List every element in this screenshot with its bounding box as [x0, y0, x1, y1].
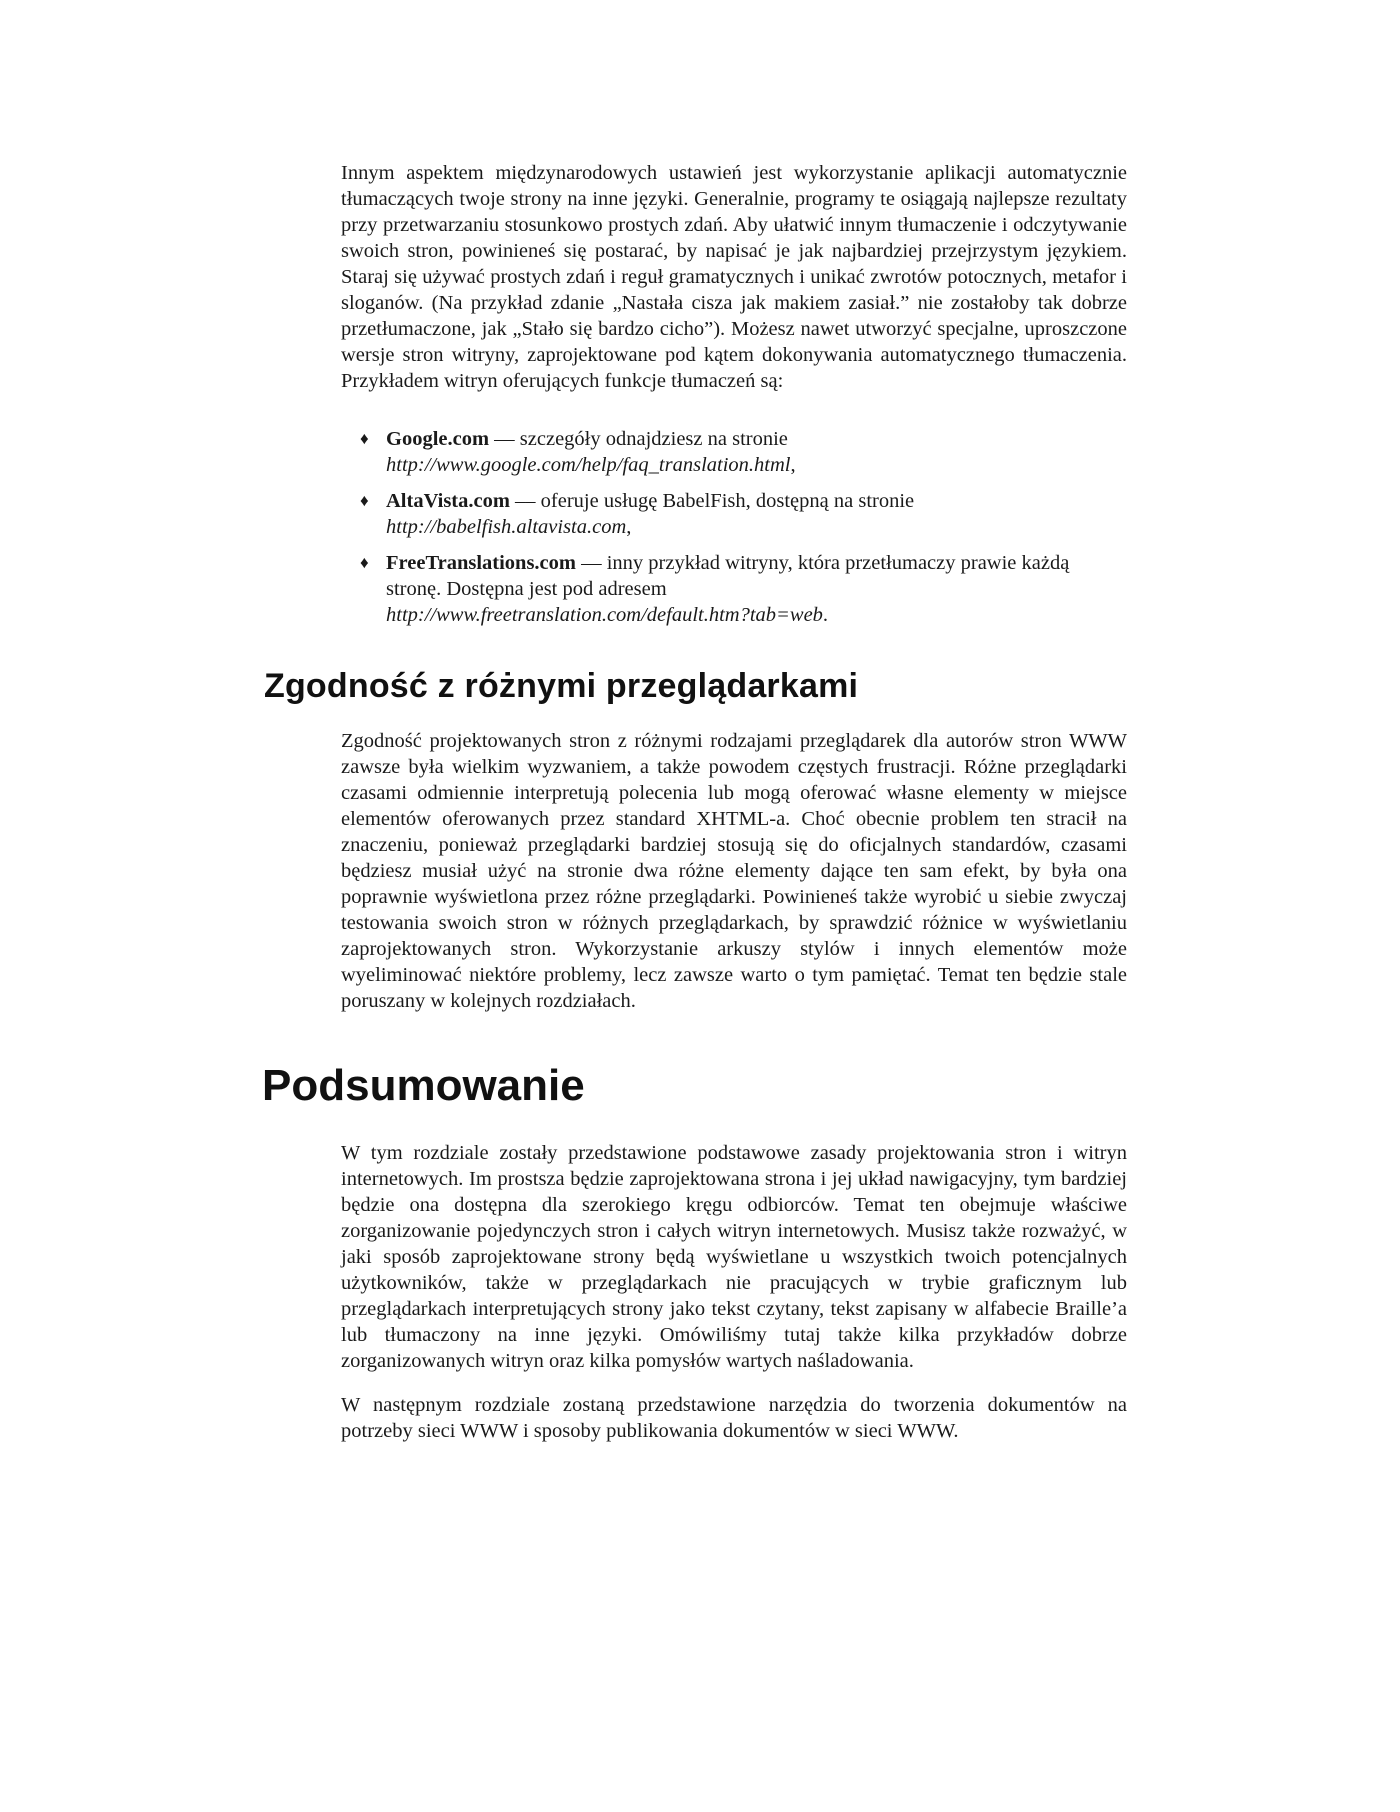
site-description: — szczegóły odnajdziesz na stronie	[489, 428, 788, 450]
site-name: Google.com	[386, 428, 490, 450]
summary-paragraph-2: W następnym rozdziale zostaną przedstawione narzędzia do tworzenia dokumentów na potrzeby sieci WWW i sposoby publikowania dokumentów w sieci WWW.	[341, 1394, 1127, 1442]
site-url[interactable]: http://www.freetranslation.com/default.htm?tab=web	[386, 604, 823, 626]
site-description: — inny przykład witryny, która przetłumaczy prawie każdą stronę. Dostępna jest pod adresem	[386, 552, 1070, 600]
site-description: –– oferuje usługę BabelFish, dostępną na stronie	[509, 490, 915, 512]
section-heading-compat: Zgodność z różnymi przeglądarkami	[264, 667, 859, 705]
list-item	[360, 426, 1120, 478]
site-url[interactable]: http://www.google.com/help/faq_translation.html	[386, 454, 791, 476]
site-name: AltaVista.com	[386, 490, 510, 512]
summary-paragraph-1: W tym rozdziale zostały przedstawione podstawowe zasady projektowania stron i witryn internetowych. Im prostsza będzie zaprojektowana strona i jej układ nawigacyjny, tym bardziej będzie ona dostępna dla szerokiego kręgu odbiorców. Temat ten obejmuje właściwe zorganizowanie pojedynczych stron i całych witryn internetowych. Musisz także rozważyć, w jaki sposób zaprojektowane strony będą wyświetlane u wszystkich twoich potencjalnych użytkowników, także w przeglądarkach nie pracujących w trybie graficznym lub przeglądarkach interpretujących strony jako tekst czytany, tekst zapisany w alfabecie Braille’a lub tłumaczony na inne języki. Omówiliśmy tutaj także kilka przykładów dobrze zorganizowanych witryn oraz kilka pomysłów wartych naśladowania.	[341, 1142, 1127, 1372]
list-item	[360, 550, 1120, 628]
diamond-bullet-icon: ♦	[360, 491, 369, 510]
list-item	[360, 488, 1120, 540]
site-url[interactable]: http://babelfish.altavista.com	[386, 516, 627, 538]
punctuation: ,	[626, 516, 632, 538]
site-name: FreeTranslations.com	[386, 552, 576, 574]
intro-paragraph: Innym aspektem międzynarodowych ustawień jest wykorzystanie aplikacji automatycznie tłumaczących twoje strony na inne języki. Generalnie, programy te osiągają najlepsze rezultaty przy przetwarzaniu stosunkowo prostych zdań. Aby ułatwić innym tłumaczenie i odczytywanie swoich stron, powinieneś się postarać, by napisać je jak najbardziej przejrzystym językiem. Staraj się używać prostych zdań i reguł gramatycznych i unikać zwrotów potocznych, metafor i sloganów. (Na przykład zdanie „Nastała cisza jak makiem zasiał.” nie zostałoby tak dobrze przetłumaczone, jak „Stało się bardzo cicho”). Możesz nawet utworzyć specjalne, uproszczone wersje stron witryny, zaprojektowane pod kątem dokonywania automatycznego tłumaczenia. Przykładem witryn oferujących funkcje tłumaczeń są:	[341, 162, 1127, 392]
diamond-bullet-icon: ♦	[360, 553, 369, 572]
punctuation: ,	[790, 454, 796, 476]
diamond-bullet-icon: ♦	[360, 429, 369, 448]
translation-sites-list	[360, 426, 1120, 638]
section-heading-summary: Podsumowanie	[262, 1061, 585, 1110]
compat-paragraph: Zgodność projektowanych stron z różnymi rodzajami przeglądarek dla autorów stron WWW zawsze była wielkim wyzwaniem, a także powodem częstych frustracji. Różne przeglądarki czasami odmiennie interpretują polecenia lub mogą oferować własne elementy w miejsce elementów oferowanych przez standard XHTML-a. Choć obecnie problem ten stracił na znaczeniu, ponieważ przeglądarki bardziej stosują się do oficjalnych standardów, czasami będziesz musiał użyć na stronie dwa różne elementy dające ten sam efekt, by była ona poprawnie wyświetlona przez różne przeglądarki. Powinieneś także wyrobić u siebie zwyczaj testowania swoich stron w różnych przeglądarkach, by sprawdzić różnice w wyświetlaniu zaprojektowanych stron. Wykorzystanie arkuszy stylów i innych elementów może wyeliminować niektóre problemy, lecz zawsze warto o tym pamiętać. Temat ten będzie stale poruszany w kolejnych rozdziałach.	[341, 730, 1127, 1012]
punctuation: .	[822, 604, 829, 626]
